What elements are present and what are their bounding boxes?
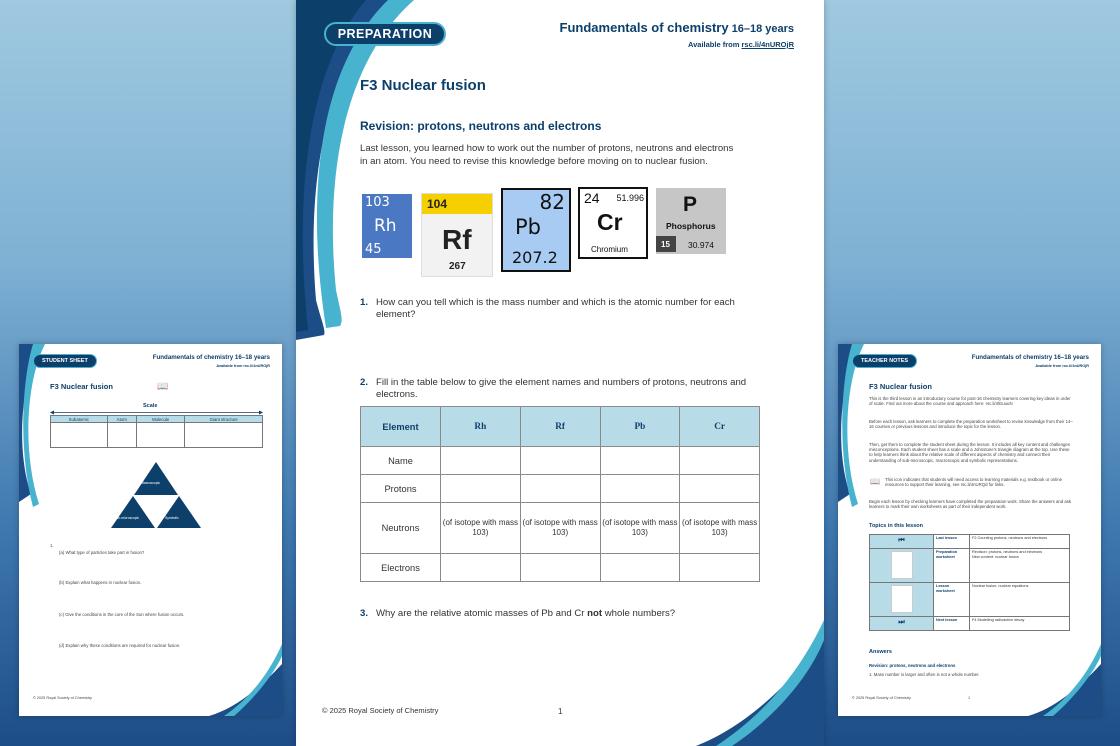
intro-paragraph: This is the third lesson in an introductory course for post-16 chemistry learners covering key ideas in order of scale. Find out more about the course and approach here: rsc.li/4lGuuuN <box>869 396 1071 407</box>
isotope-note[interactable]: (of isotope with mass 103) <box>600 503 680 554</box>
answer-cell[interactable] <box>680 475 760 503</box>
pb-atomic-number: 82 <box>539 190 565 214</box>
triangle-label-right: Symbolic <box>165 516 179 520</box>
student-sheet-page <box>19 344 282 716</box>
table-header: Rf <box>520 407 600 447</box>
triangle-label-top: Macroscopic <box>141 481 161 485</box>
element-tile-cr <box>578 187 648 259</box>
begin-paragraph: Begin each lesson by checking learners have completed the preparation work. Share the answers and ask learners to mark their own worksheets as part of their independent work. <box>869 499 1072 510</box>
book-icon: 📖 <box>870 477 880 486</box>
element-tile-rf <box>421 193 493 277</box>
answer-cell[interactable] <box>680 554 760 582</box>
topic-label: Lesson worksheet <box>934 583 970 617</box>
element-tile-rh <box>362 194 412 258</box>
topic-text: F2 Counting protons, neutrons and electrons <box>970 535 1070 549</box>
element-tile-p <box>656 188 726 254</box>
pb-relative-mass: 207.2 <box>512 248 558 267</box>
p-atomic-number: 15 <box>661 240 670 249</box>
topic-label: Preparation worksheet <box>934 549 970 583</box>
topic-text: F4 Modelling radioactive decay <box>970 617 1070 631</box>
scale-cell[interactable] <box>51 423 108 448</box>
rf-mass-number: 267 <box>449 261 466 272</box>
topics-table <box>869 534 1070 631</box>
rh-symbol: Rh <box>374 216 397 236</box>
page-title: F3 Nuclear fusion <box>50 382 113 391</box>
icon-paragraph: This icon indicates that students will need access to learning materials e.g. textbook or online resources to support their learning, see rsc.li/4nURQd for links. <box>885 477 1062 488</box>
isotope-note[interactable]: (of isotope with mass 103) <box>520 503 600 554</box>
preparation-paragraph: Before each lesson, ask learners to complete the preparation worksheet to revise knowledge from their 14–16 courses or previous lessons and introduce the topic for the lesson. <box>869 419 1073 430</box>
previous-icon[interactable]: ⏮ <box>870 535 934 549</box>
answer-cell[interactable] <box>520 554 600 582</box>
question-3 <box>360 608 780 620</box>
next-icon[interactable]: ⏭ <box>870 617 934 631</box>
table-row <box>361 554 760 582</box>
question-a: (a) What type of particles take part in fusion? <box>59 550 145 555</box>
student-sheet-badge: STUDENT SHEET <box>33 354 97 368</box>
student-sheet-paragraph: Then, get them to complete the student sheet during the lesson. It includes all key content and challenges misconceptions. Each student sheet has a scale and a Johnstone's triangle diagram at the top. Use these to help learners think about the relative scale of different aspects of chemistry and connect their understanding of sub-microscopic, macroscopic and symbolic representations. <box>869 442 1070 463</box>
topic-text: Revision: protons, neutrons and electrons New content: nuclear fusion <box>970 549 1070 583</box>
pb-symbol: Pb <box>515 215 541 239</box>
answers-heading: Answers <box>869 649 892 655</box>
question-1-number: 1. <box>360 297 369 308</box>
decorative-swoosh <box>19 344 282 716</box>
answer-cell[interactable] <box>520 475 600 503</box>
element-table <box>360 406 760 582</box>
answer-cell[interactable] <box>600 475 680 503</box>
course-title: Fundamentals of chemistry 16–18 years <box>971 354 1089 361</box>
answer-cell[interactable] <box>680 447 760 475</box>
element-tile-pb <box>501 188 571 272</box>
question-d: (d) Explain why these conditions are required for nuclear fusion. <box>59 643 181 648</box>
scale-col: Atom <box>107 416 136 423</box>
isotope-note[interactable]: (of isotope with mass 103) <box>441 503 521 554</box>
table-row <box>361 503 760 554</box>
row-label: Neutrons <box>361 503 441 554</box>
preparation-badge: PREPARATION <box>324 22 446 46</box>
question-1-text: How can you tell which is the mass number and which is the atomic number for each element? <box>376 297 735 320</box>
course-title: Fundamentals of chemistry 16–18 years <box>152 354 270 361</box>
worksheet-thumbnail-icon <box>870 583 934 617</box>
scale-col: Giant structure <box>185 416 263 423</box>
row-label: Name <box>361 447 441 475</box>
page-number: 1 <box>968 696 971 700</box>
available-link[interactable]: Available from rsc.li/4nUROjR <box>216 364 270 368</box>
teacher-notes-page <box>838 344 1101 716</box>
p-name: Phosphorus <box>666 221 716 231</box>
question-2 <box>360 377 760 401</box>
teacher-notes-badge: TEACHER NOTES <box>852 354 917 368</box>
question-3-text <box>360 608 780 620</box>
scale-cell[interactable] <box>107 423 136 448</box>
rh-atomic-number: 45 <box>365 242 382 257</box>
answer-cell[interactable] <box>441 554 521 582</box>
topic-text: Nuclear fusion; nuclear equations <box>970 583 1070 617</box>
cr-symbol: Cr <box>597 209 623 235</box>
scale-cell[interactable] <box>185 423 263 448</box>
book-icon: 📖 <box>157 381 169 391</box>
cr-atomic-number: 24 <box>584 190 600 206</box>
question-number: 1. <box>50 543 54 548</box>
topics-heading: Topics in this lesson <box>869 523 923 529</box>
table-header: Cr <box>680 407 760 447</box>
question-3-part: Why are the relative atomic masses of Pb and Cr <box>376 608 588 619</box>
page-title: F3 Nuclear fusion <box>360 77 486 94</box>
answer-cell[interactable] <box>600 447 680 475</box>
cr-name: Chromium <box>591 245 628 254</box>
scale-table <box>50 415 263 448</box>
answer-1: 1. Mass number is larger and often is not a whole number. <box>869 672 980 677</box>
row-label: Electrons <box>361 554 441 582</box>
question-2-number: 2. <box>360 377 369 388</box>
question-b: (b) Explain what happens in nuclear fusion. <box>59 580 142 585</box>
intro-paragraph: Last lesson, you learned how to work out the number of protons, neutrons and electrons in an atom. You need to revise this knowledge before moving on to nuclear fusion. <box>360 143 734 167</box>
available-link[interactable]: Available from rsc.li/4nUROjR <box>1035 364 1089 368</box>
table-header: Rh <box>441 407 521 447</box>
rh-mass-number: 103 <box>365 195 390 210</box>
course-name: Fundamentals of chemistry <box>559 20 729 35</box>
worksheet-thumbnail-icon <box>870 549 934 583</box>
scale-col: Molecule <box>136 416 184 423</box>
question-2-text: Fill in the table below to give the element names and numbers of protons, neutrons and electrons. <box>376 377 747 400</box>
course-link[interactable]: rsc.li/4nUROjR <box>741 40 794 49</box>
scale-label: Scale <box>143 403 158 409</box>
p-relative-mass: 30.974 <box>688 240 714 250</box>
answer-cell[interactable] <box>520 447 600 475</box>
table-header: Element <box>361 407 441 447</box>
question-c: (c) Give the conditions in the core of the Sun where fusion occurs. <box>59 612 185 617</box>
preparation-page <box>296 0 824 746</box>
row-label: Protons <box>361 475 441 503</box>
topic-label: Next lesson <box>934 617 970 631</box>
table-row <box>361 475 760 503</box>
rf-atomic-number: 104 <box>427 197 448 211</box>
availability <box>688 40 794 49</box>
cr-relative-mass: 51.996 <box>616 193 644 203</box>
footer-copyright: © 2025 Royal Society of Chemistry <box>33 696 92 700</box>
available-label: Available from <box>687 40 740 49</box>
footer-copyright: © 2025 Royal Society of Chemistry <box>852 696 911 700</box>
question-3-emphasis: not <box>587 608 603 619</box>
table-row <box>361 447 760 475</box>
topic-label: Last lesson <box>934 535 970 549</box>
course-title <box>560 20 794 35</box>
section-heading: Revision: protons, neutrons and electrons <box>360 119 602 133</box>
p-symbol: P <box>683 193 698 216</box>
answer-cell[interactable] <box>441 447 521 475</box>
triangle-label-left: Sub-microscopic <box>114 516 140 520</box>
footer-copyright: © 2025 Royal Society of Chemistry <box>322 706 439 715</box>
answer-cell[interactable] <box>600 554 680 582</box>
question-3-part: whole numbers? <box>602 608 676 619</box>
isotope-note[interactable]: (of isotope with mass 103) <box>680 503 760 554</box>
scale-cell[interactable] <box>136 423 184 448</box>
page-number: 1 <box>558 707 563 716</box>
answers-subheading: Revision: protons, neutrons and electrons <box>869 663 956 668</box>
page-title: F3 Nuclear fusion <box>869 382 932 391</box>
question-1 <box>360 297 760 321</box>
course-years: 16–18 years <box>731 23 794 35</box>
question-3-number: 3. <box>360 608 369 619</box>
decorative-swoosh <box>296 0 824 746</box>
rf-symbol: Rf <box>442 224 472 255</box>
scale-col: Subatomic <box>51 416 108 423</box>
answer-cell[interactable] <box>441 475 521 503</box>
table-header: Pb <box>600 407 680 447</box>
